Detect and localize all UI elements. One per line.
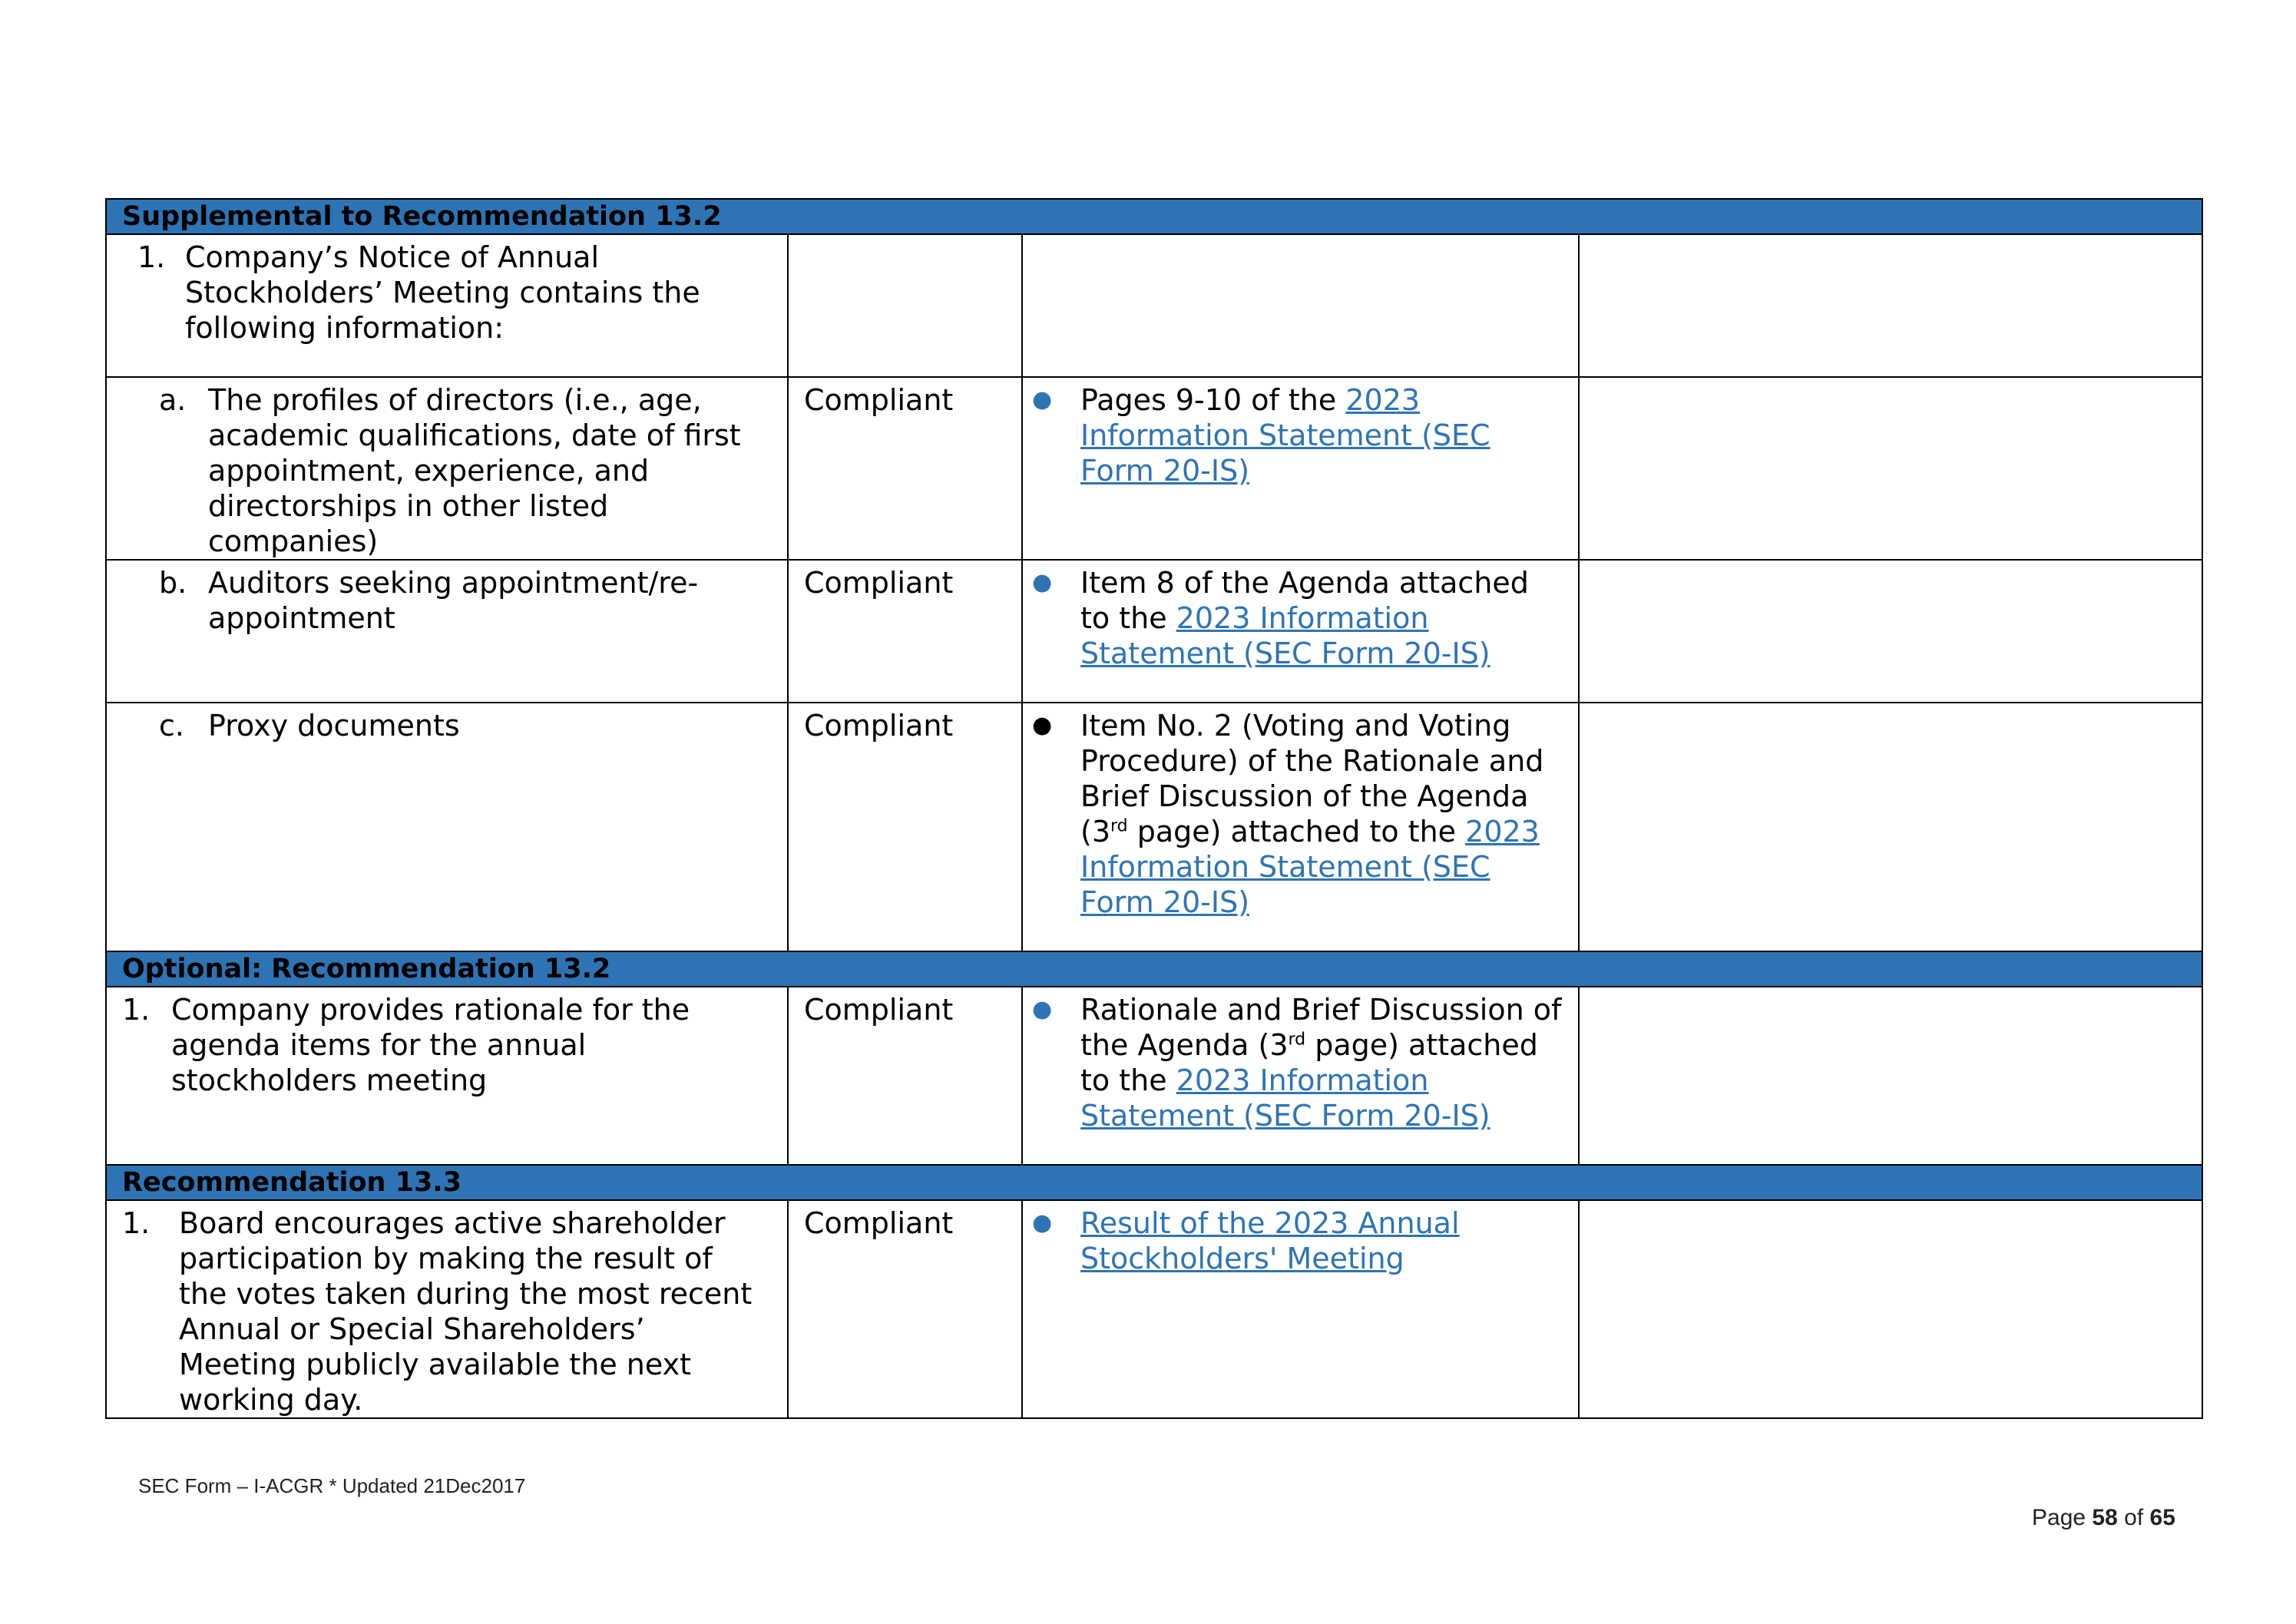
item-marker: 1. [122, 1206, 151, 1240]
status-cell [788, 560, 1022, 703]
explanation-text: Item No. 2 (Voting and Voting Procedure) of the Rationale and Brief Discussion of the Agenda (3 [1080, 709, 1544, 848]
item-marker: 1. [122, 993, 151, 1027]
explanation-text: Rationale and Brief Discussion of the Agenda (3 [1080, 993, 1562, 1062]
explanation-cell [1022, 377, 1579, 560]
section-header [106, 199, 2202, 234]
total-pages: 65 [2149, 1505, 2175, 1530]
superscript: rd [1110, 816, 1128, 836]
remarks-cell [1579, 987, 2202, 1165]
numbered-item [107, 235, 787, 346]
item-marker: b. [159, 566, 187, 600]
explanation-text: Pages 9-10 of the [1080, 383, 1346, 417]
bullet-icon: ● [1032, 712, 1053, 739]
recommendations-table [105, 198, 2203, 1419]
item-text: Company provides rationale for the agenda items for the annual stockholders meeting [171, 993, 690, 1097]
section-heading-supplemental-13-2: Supplemental to Recommendation 13.2 [106, 199, 2202, 234]
compliance-status: Compliant [804, 566, 954, 600]
table-row [106, 377, 2202, 560]
bullet-icon: ● [1032, 386, 1053, 413]
explanation-cell [1022, 1200, 1579, 1418]
compliance-status: Compliant [804, 1206, 954, 1240]
explanation-cell [1022, 234, 1579, 377]
remarks-cell [1579, 377, 2202, 560]
remarks-cell [1579, 560, 2202, 703]
table-row [106, 234, 2202, 377]
explanation-bullet [1023, 378, 1578, 488]
table-row [106, 560, 2202, 703]
section-heading-13-3: Recommendation 13.3 [106, 1165, 2202, 1200]
status-cell [788, 1200, 1022, 1418]
information-statement-link[interactable]: 2023 Information Statement (SEC Form 20-IS) [1080, 601, 1490, 670]
bullet-icon: ● [1032, 569, 1053, 596]
recommendation-cell [106, 377, 788, 560]
item-text: Company’s Notice of Annual Stockholders’ Meeting contains the following information: [185, 240, 700, 345]
explanation-cell [1022, 987, 1579, 1165]
recommendation-cell [106, 234, 788, 377]
numbered-item [107, 1201, 787, 1417]
remarks-cell [1579, 1200, 2202, 1418]
information-statement-link[interactable]: 2023 Information Statement (SEC Form 20-IS) [1080, 815, 1540, 919]
recommendation-cell [106, 1200, 788, 1418]
recommendation-cell [106, 987, 788, 1165]
item-text: The profiles of directors (i.e., age, academic qualifications, date of first appointment, experience, and directorships in other listed companies) [208, 383, 741, 558]
lettered-item [107, 378, 787, 559]
compliance-status: Compliant [804, 383, 954, 417]
explanation-text: page) attached to the [1127, 815, 1466, 848]
bullet-icon: ● [1032, 996, 1053, 1023]
form-footer: SEC Form – I-ACGR * Updated 21Dec2017 [138, 1474, 526, 1497]
lettered-item [107, 703, 787, 743]
bullet-icon: ● [1032, 1209, 1053, 1236]
table-row [106, 1200, 2202, 1418]
lettered-item [107, 561, 787, 636]
item-marker: c. [159, 709, 184, 743]
item-marker: a. [159, 383, 187, 417]
explanation-text: page) attached to the [1080, 1028, 1538, 1097]
explanation-bullet [1023, 561, 1578, 671]
section-header [106, 951, 2202, 987]
remarks-cell [1579, 234, 2202, 377]
status-cell [788, 234, 1022, 377]
compliance-status: Compliant [804, 993, 954, 1027]
item-marker: 1. [137, 240, 166, 274]
superscript: rd [1288, 1030, 1306, 1050]
recommendation-cell [106, 560, 788, 703]
explanation-cell [1022, 560, 1579, 703]
page-number: Page 58 of 65 [2032, 1505, 2175, 1530]
status-cell [788, 703, 1022, 951]
table-row [106, 987, 2202, 1165]
explanation-bullet [1023, 703, 1578, 920]
compliance-status: Compliant [804, 709, 954, 743]
recommendation-cell [106, 703, 788, 951]
remarks-cell [1579, 703, 2202, 951]
section-heading-optional-13-2: Optional: Recommendation 13.2 [106, 951, 2202, 987]
asm-result-link[interactable]: Result of the 2023 Annual Stockholders' Meeting [1080, 1206, 1460, 1275]
explanation-bullet [1023, 1201, 1578, 1276]
status-cell [788, 987, 1022, 1165]
current-page: 58 [2092, 1505, 2118, 1530]
section-header [106, 1165, 2202, 1200]
item-text: Auditors seeking appointment/re-appointment [208, 566, 699, 635]
information-statement-link[interactable]: 2023 Information Statement (SEC Form 20-IS) [1080, 383, 1490, 488]
information-statement-link[interactable]: 2023 Information Statement (SEC Form 20-IS) [1080, 1063, 1490, 1133]
item-text: Board encourages active shareholder participation by making the result of the votes taken during the most recent Annual or Special Shareholders’ Meeting publicly available the next working day. [179, 1206, 753, 1417]
table-row [106, 703, 2202, 951]
status-cell [788, 377, 1022, 560]
explanation-text: Item 8 of the Agenda attached to the [1080, 566, 1529, 635]
numbered-item [107, 987, 787, 1098]
item-text: Proxy documents [208, 709, 460, 743]
explanation-cell [1022, 703, 1579, 951]
explanation-bullet [1023, 987, 1578, 1133]
